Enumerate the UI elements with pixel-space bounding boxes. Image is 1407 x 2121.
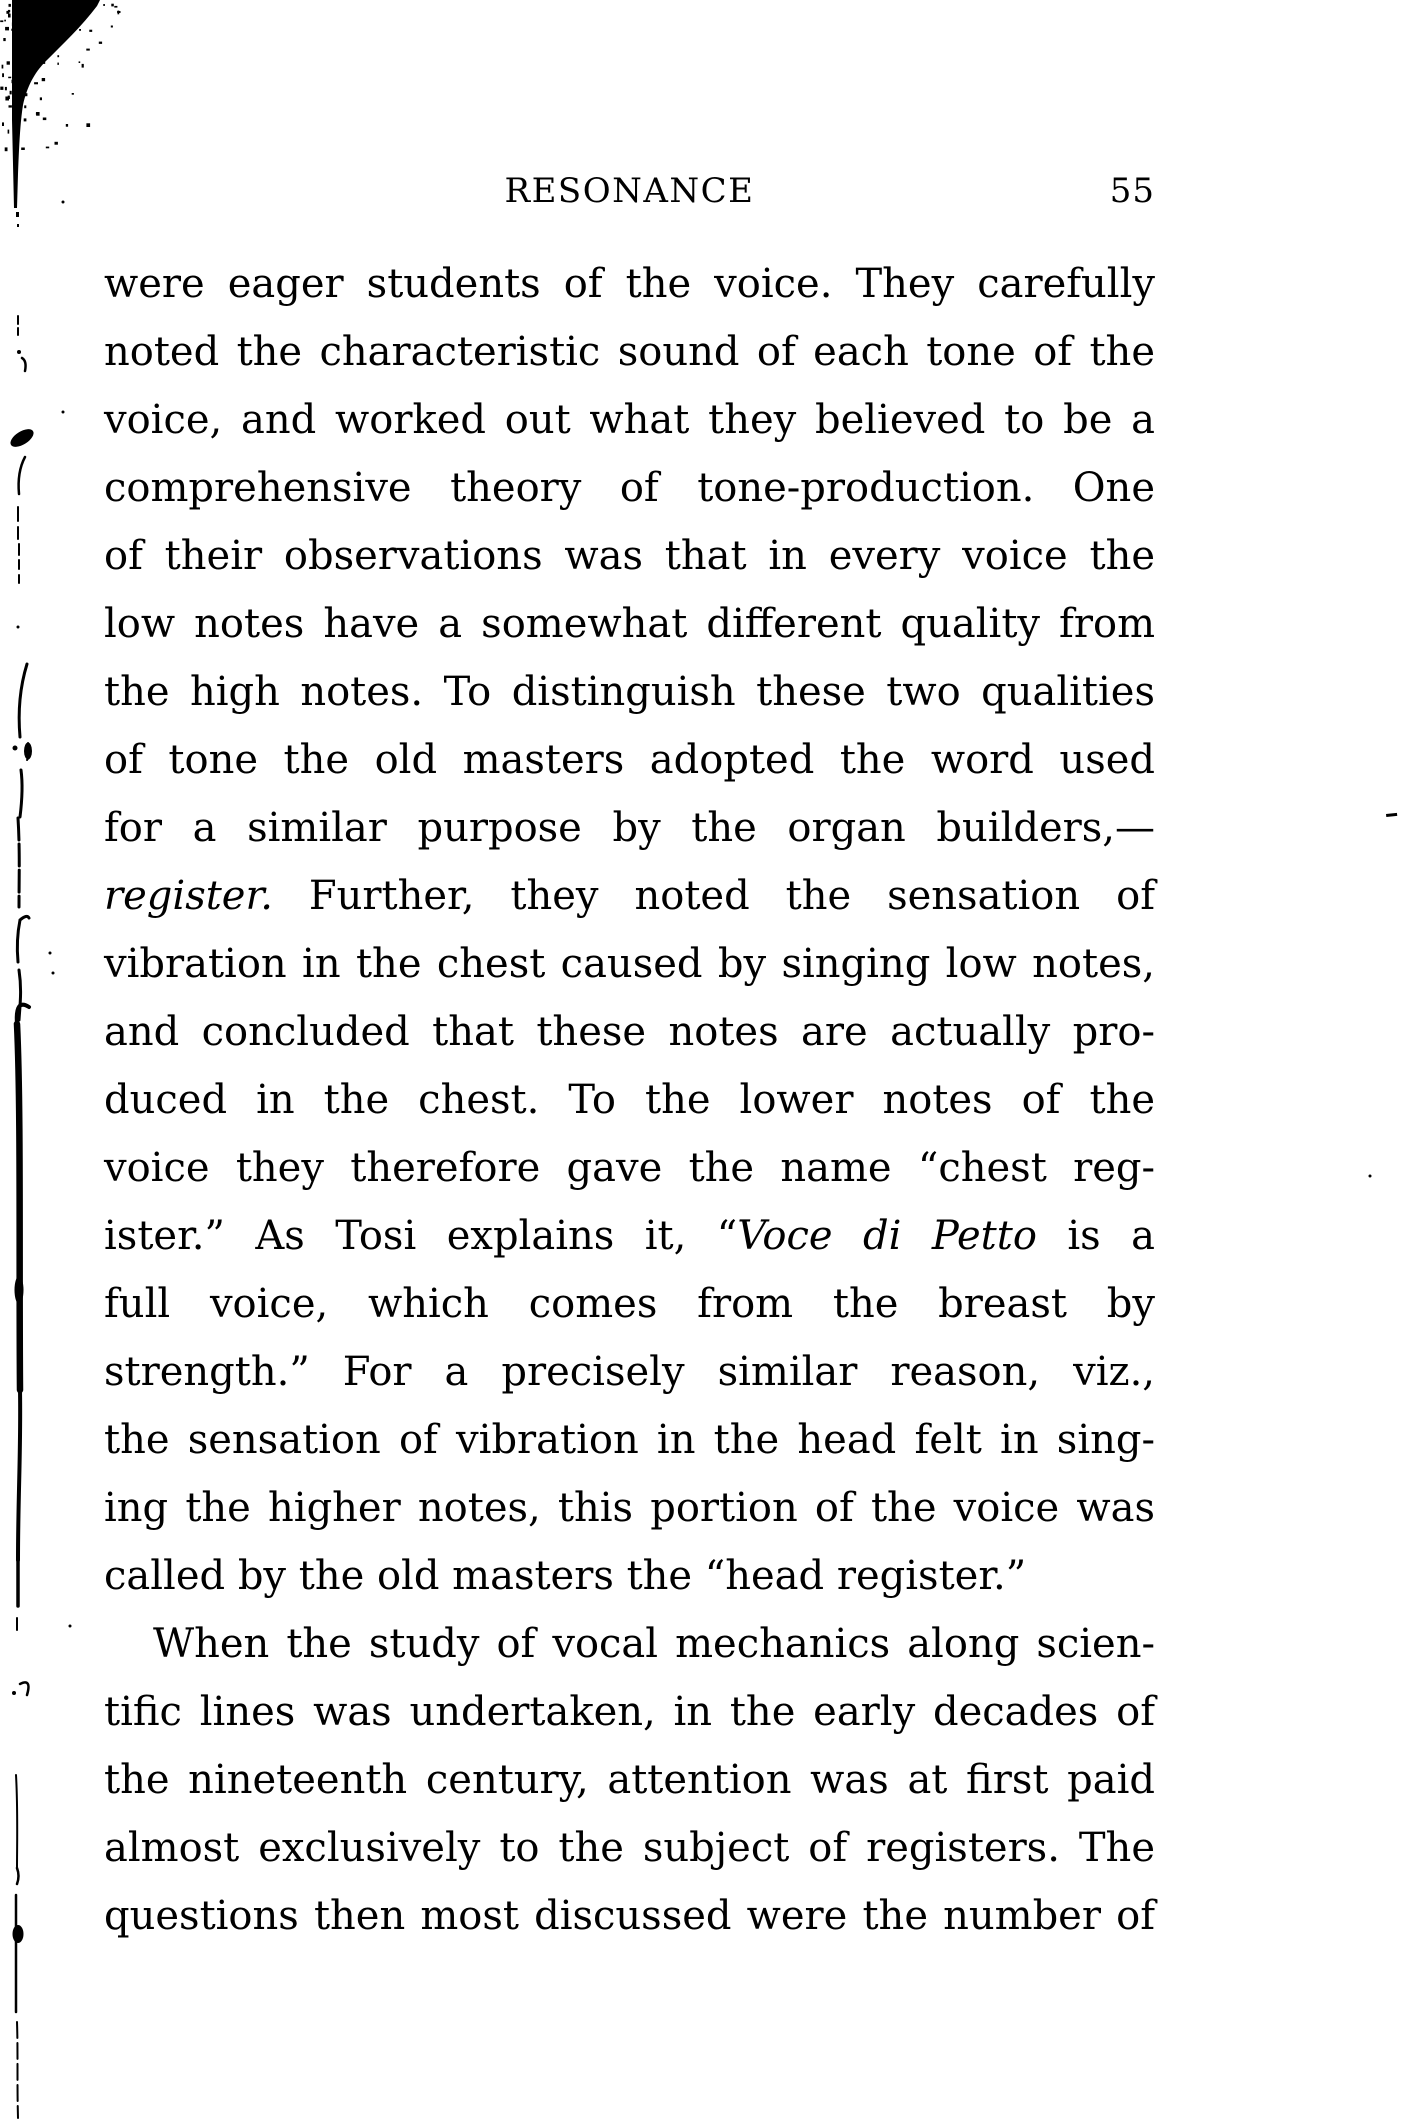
- text-line: [104, 726, 1155, 794]
- text-line: [104, 1134, 1155, 1202]
- corner-speckles: [0, 1, 120, 152]
- running-header: [104, 171, 1155, 214]
- text-segment: for a similar purpose by the organ builders,—: [104, 805, 1155, 851]
- text-segment: full voice, which comes from the breast by: [104, 1281, 1155, 1327]
- text-line: [104, 250, 1155, 318]
- text-line: [104, 1406, 1155, 1474]
- text-segment: voice they therefore gave the name “chest reg-: [104, 1145, 1155, 1191]
- text-segment: the nineteenth century, attention was at first paid: [104, 1757, 1155, 1803]
- text-line: [104, 386, 1155, 454]
- page-number: 55: [1109, 171, 1155, 211]
- text-line: [104, 590, 1155, 658]
- text-line: [104, 1746, 1155, 1814]
- text-line: [104, 658, 1155, 726]
- text-segment: is a: [1036, 1213, 1155, 1259]
- text-line: [104, 1882, 1155, 1950]
- binding-edge-marks: [16, 316, 30, 2118]
- text-segment: tific lines was undertaken, in the early decades of: [104, 1689, 1155, 1735]
- italic-text-segment: Voce di Petto: [737, 1213, 1037, 1259]
- text-segment: almost exclusively to the subject of registers. The: [104, 1825, 1155, 1871]
- italic-text-segment: register.: [104, 873, 273, 919]
- text-segment: low notes have a somewhat different quality from: [104, 601, 1155, 647]
- text-line: [104, 794, 1155, 862]
- text-segment: questions then most discussed were the number of: [104, 1893, 1155, 1939]
- text-segment: When the study of vocal mechanics along scien-: [153, 1621, 1155, 1667]
- text-segment: comprehensive theory of tone-production. One: [104, 465, 1155, 511]
- text-line: [104, 1474, 1155, 1542]
- text-segment: ister.” As Tosi explains it, “: [104, 1213, 738, 1259]
- text-segment: ing the higher notes, this portion of the voice was: [104, 1485, 1155, 1531]
- text-line: [104, 862, 1155, 930]
- text-line: [104, 1270, 1155, 1338]
- text-segment: vibration in the chest caused by singing low notes,: [104, 941, 1155, 987]
- header-title: RESONANCE: [504, 171, 755, 211]
- text-segment: of their observations was that in every voice the: [104, 533, 1155, 579]
- text-segment: voice, and worked out what they believed to be a: [104, 397, 1155, 443]
- text-line: [104, 1610, 1155, 1678]
- text-segment: duced in the chest. To the lower notes of the: [104, 1077, 1155, 1123]
- text-segment: were eager students of the voice. They carefully: [104, 261, 1155, 307]
- text-segment: noted the characteristic sound of each tone of the: [104, 329, 1155, 375]
- text-line: [104, 522, 1155, 590]
- body-text: [104, 250, 1155, 1950]
- text-line: [104, 1678, 1155, 1746]
- text-line: [104, 454, 1155, 522]
- text-segment: the sensation of vibration in the head felt in sing-: [104, 1417, 1155, 1463]
- text-line: [104, 1066, 1155, 1134]
- text-segment: Further, they noted the sensation of: [272, 873, 1155, 919]
- text-line: [104, 930, 1155, 998]
- text-line: [104, 1814, 1155, 1882]
- text-segment: the high notes. To distinguish these two qualities: [104, 669, 1155, 715]
- corner-blot: [12, 0, 100, 208]
- text-line: [104, 998, 1155, 1066]
- text-line: [104, 1202, 1155, 1270]
- ink-blob: [8, 426, 37, 451]
- text-line: [104, 318, 1155, 386]
- text-line: [104, 1338, 1155, 1406]
- text-segment: called by the old masters the “head register.”: [104, 1553, 1027, 1599]
- text-segment: strength.” For a precisely similar reason, viz.,: [104, 1349, 1155, 1395]
- text-segment: of tone the old masters adopted the word used: [104, 737, 1155, 783]
- text-segment: and concluded that these notes are actually pro-: [104, 1009, 1155, 1055]
- text-line: [104, 1542, 1155, 1610]
